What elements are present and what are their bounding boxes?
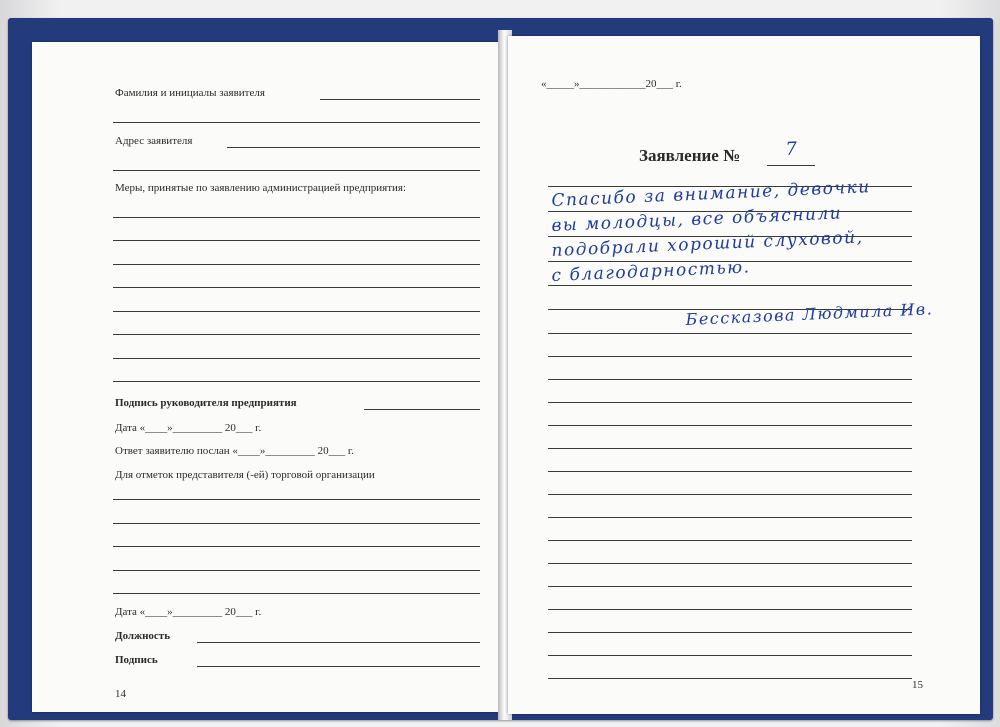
position-line [197, 642, 480, 643]
ruled-line [548, 632, 912, 633]
measures-line [113, 240, 480, 241]
ruled-line [548, 402, 912, 403]
ruled-line [548, 448, 912, 449]
ruled-line [548, 285, 912, 286]
measures-line [113, 264, 480, 265]
measures-line [113, 311, 480, 312]
measures-line [113, 381, 480, 382]
date-header: «_____»____________20___ г. [541, 78, 682, 90]
handwritten-line: Спасибо за внимание, девочки [551, 177, 872, 211]
ruled-line [548, 609, 912, 610]
reply-sent-line: Ответ заявителю послан «____»_________ 20___ г. [115, 445, 354, 457]
measures-label: Меры, принятые по заявлению администрацией предприятия: [115, 182, 407, 194]
trade-rep-line [113, 499, 480, 500]
signature-label: Подпись [115, 654, 158, 666]
ruled-line [548, 517, 912, 518]
applicant-address-line-2 [113, 170, 480, 171]
right-page [508, 36, 980, 714]
manager-signature-line [364, 409, 480, 410]
statement-number: 7 [785, 138, 799, 160]
ruled-line [548, 356, 912, 357]
ruled-line [548, 655, 912, 656]
applicant-name-line-2 [113, 122, 480, 123]
measures-line [113, 334, 480, 335]
applicant-name-label: Фамилия и инициалы заявителя [115, 87, 265, 99]
ruled-line [548, 379, 912, 380]
applicant-address-label: Адрес заявителя [115, 135, 193, 147]
ruled-line [548, 540, 912, 541]
trade-rep-line [113, 546, 480, 547]
handwritten-line: вы молодцы, все объяснили [551, 203, 843, 236]
ruled-line [548, 678, 912, 679]
date-line: Дата «____»_________ 20___ г. [115, 422, 262, 434]
trade-rep-line [113, 570, 480, 571]
ruled-line [548, 471, 912, 472]
ruled-line [548, 333, 912, 334]
handwritten-line: подобрали хороший слуховой, [551, 227, 864, 261]
page-number-left: 14 [115, 688, 126, 700]
page-number-right: 15 [912, 679, 923, 691]
measures-line [113, 287, 480, 288]
ruled-line [548, 586, 912, 587]
handwritten-line: с благодарностью. [551, 257, 751, 286]
trade-rep-label: Для отметок представителя (-ей) торговой организации [115, 469, 375, 481]
ruled-line [548, 494, 912, 495]
ruled-line [548, 425, 912, 426]
measures-line [113, 358, 480, 359]
trade-rep-line [113, 593, 480, 594]
handwritten-signature: Бессказова Людмила Ив. [685, 299, 934, 329]
applicant-name-line [320, 99, 480, 100]
left-page [32, 42, 502, 712]
position-label: Должность [115, 630, 171, 642]
ruled-line [548, 563, 912, 564]
applicant-address-line [227, 147, 480, 148]
statement-number-line [767, 165, 815, 166]
date-line-2: Дата «____»_________ 20___ г. [115, 606, 262, 618]
signature-line [197, 666, 480, 667]
measures-line [113, 217, 480, 218]
statement-title: Заявление № [639, 146, 741, 165]
trade-rep-line [113, 523, 480, 524]
manager-signature-label: Подпись руководителя предприятия [115, 397, 297, 409]
